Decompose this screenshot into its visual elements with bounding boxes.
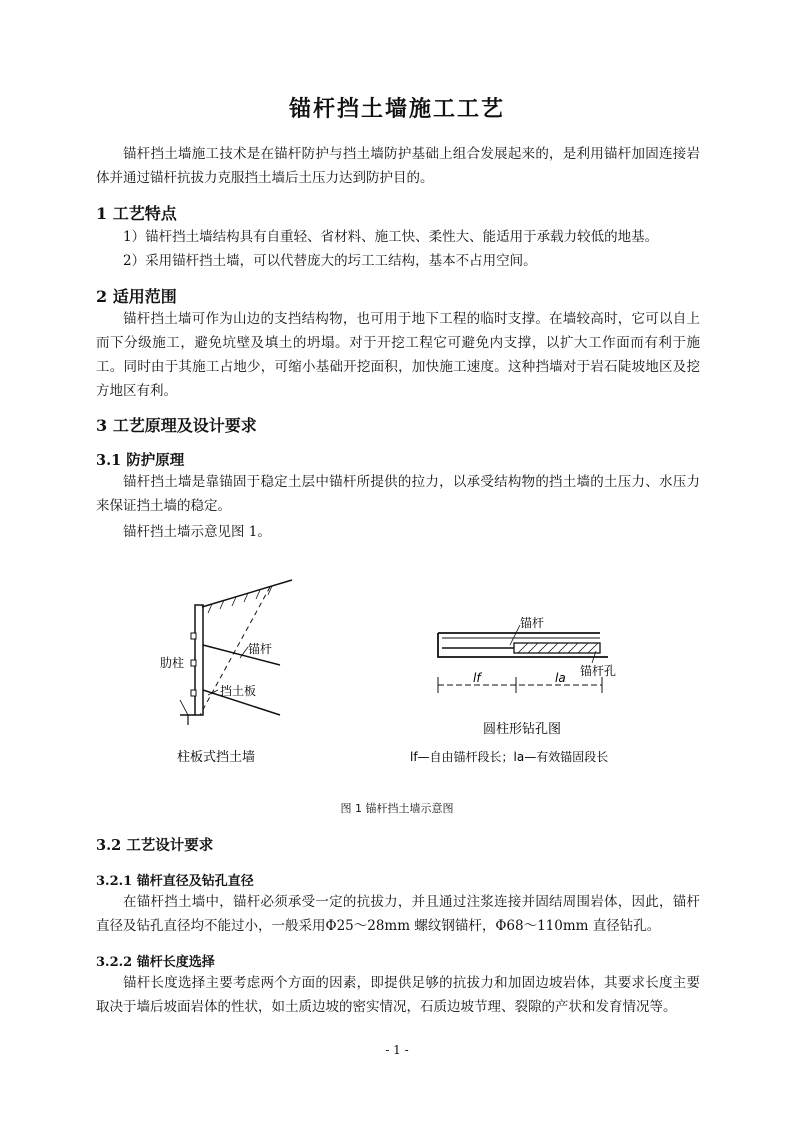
- label-rib-column: 肋柱: [160, 656, 185, 670]
- right-diagram-borehole: [438, 625, 608, 693]
- section-1-heading: 1 工艺特点: [96, 204, 177, 223]
- section-3-heading: 3 工艺原理及设计要求: [96, 416, 257, 435]
- section-1-item-2: 2）采用锚杆挡土墙，可以代替庞大的圬工工结构，基本不占用空间。: [123, 253, 537, 269]
- slope-line: [202, 580, 292, 607]
- label-retaining-board: 挡土板: [220, 684, 257, 698]
- figure-1-caption: 图 1 锚杆挡土墙示意图: [340, 802, 454, 815]
- figure-1-diagram: [140, 565, 660, 780]
- intro-paragraph: 锚杆挡土墙施工技术是在锚杆防护与挡土墙防护基础上组合发展起来的，是利用锚杆加固连接岩体并通过锚杆抗拔力克服挡土墙后土压力达到防护目的。: [96, 146, 700, 186]
- section-3-2-heading: 3.2 工艺设计要求: [96, 837, 214, 854]
- section-3-2-1-paragraph: 在锚杆挡土墙中，锚杆必须承受一定的抗拔力，并且通过注浆连接并固结周围岩体，因此，锚杆直径及钻孔直径均不能过小，一般采用Φ25～28mm 螺纹钢锚杆，Φ68～110mm 直径钻孔。: [96, 894, 700, 934]
- label-right-anchor: 锚杆: [520, 616, 545, 630]
- label-anchor-hole: 锚杆孔: [580, 664, 617, 678]
- document-title: 锚杆挡土墙施工工艺: [288, 96, 505, 122]
- label-free-length: lf: [473, 671, 481, 685]
- section-2-paragraph: 锚杆挡土墙可作为山边的支挡结构物，也可用于地下工程的临时支撑。在墙较高时，它可以自上而下分级施工，避免坑壁及填土的坍塌。对于开挖工程它可避免内支撑，以扩大工作面而有利于施工。同时由于其施工占地少，可缩小基础开挖面积，加快施工速度。这种挡墙对于岩石陡坡地区及挖方地区有利。: [96, 311, 700, 399]
- left-diagram-retaining-wall: [180, 580, 292, 725]
- section-3-2-1-heading: 3.2.1 锚杆直径及钻孔直径: [96, 874, 254, 889]
- label-left-anchor: 锚杆: [248, 642, 273, 656]
- right-diagram-legend: lf—自由锚杆段长；la—有效锚固段长: [410, 750, 609, 764]
- section-3-2-2-heading: 3.2.2 锚杆长度选择: [96, 955, 215, 970]
- section-3-2-2-paragraph: 锚杆长度选择主要考虑两个方面的因素，即提供足够的抗拔力和加固边坡岩体，其要求长度主要取决于墙后坡面岩体的性状，如土质边坡的密实情况，石质边坡节理、裂隙的产状和发育情况等。: [96, 975, 700, 1015]
- section-3-1-paragraph-1: 锚杆挡土墙是靠锚固于稳定土层中锚杆所提供的拉力，以承受结构物的挡土墙的土压力、水压力来保证挡土墙的稳定。: [96, 474, 700, 514]
- label-anchor-length: la: [555, 671, 566, 685]
- section-2-heading: 2 适用范围: [96, 287, 177, 306]
- page-number: - 1 -: [385, 1043, 409, 1057]
- left-diagram-caption: 柱板式挡土墙: [177, 750, 256, 765]
- section-1-item-1: 1）锚杆挡土墙结构具有自重轻、省材料、施工快、柔性大、能适用于承载力较低的地基。: [123, 229, 659, 245]
- right-diagram-caption: 圆柱形钻孔图: [483, 722, 562, 737]
- section-3-1-paragraph-2: 锚杆挡土墙示意见图 1。: [123, 524, 271, 540]
- section-3-1-heading: 3.1 防护原理: [96, 452, 185, 469]
